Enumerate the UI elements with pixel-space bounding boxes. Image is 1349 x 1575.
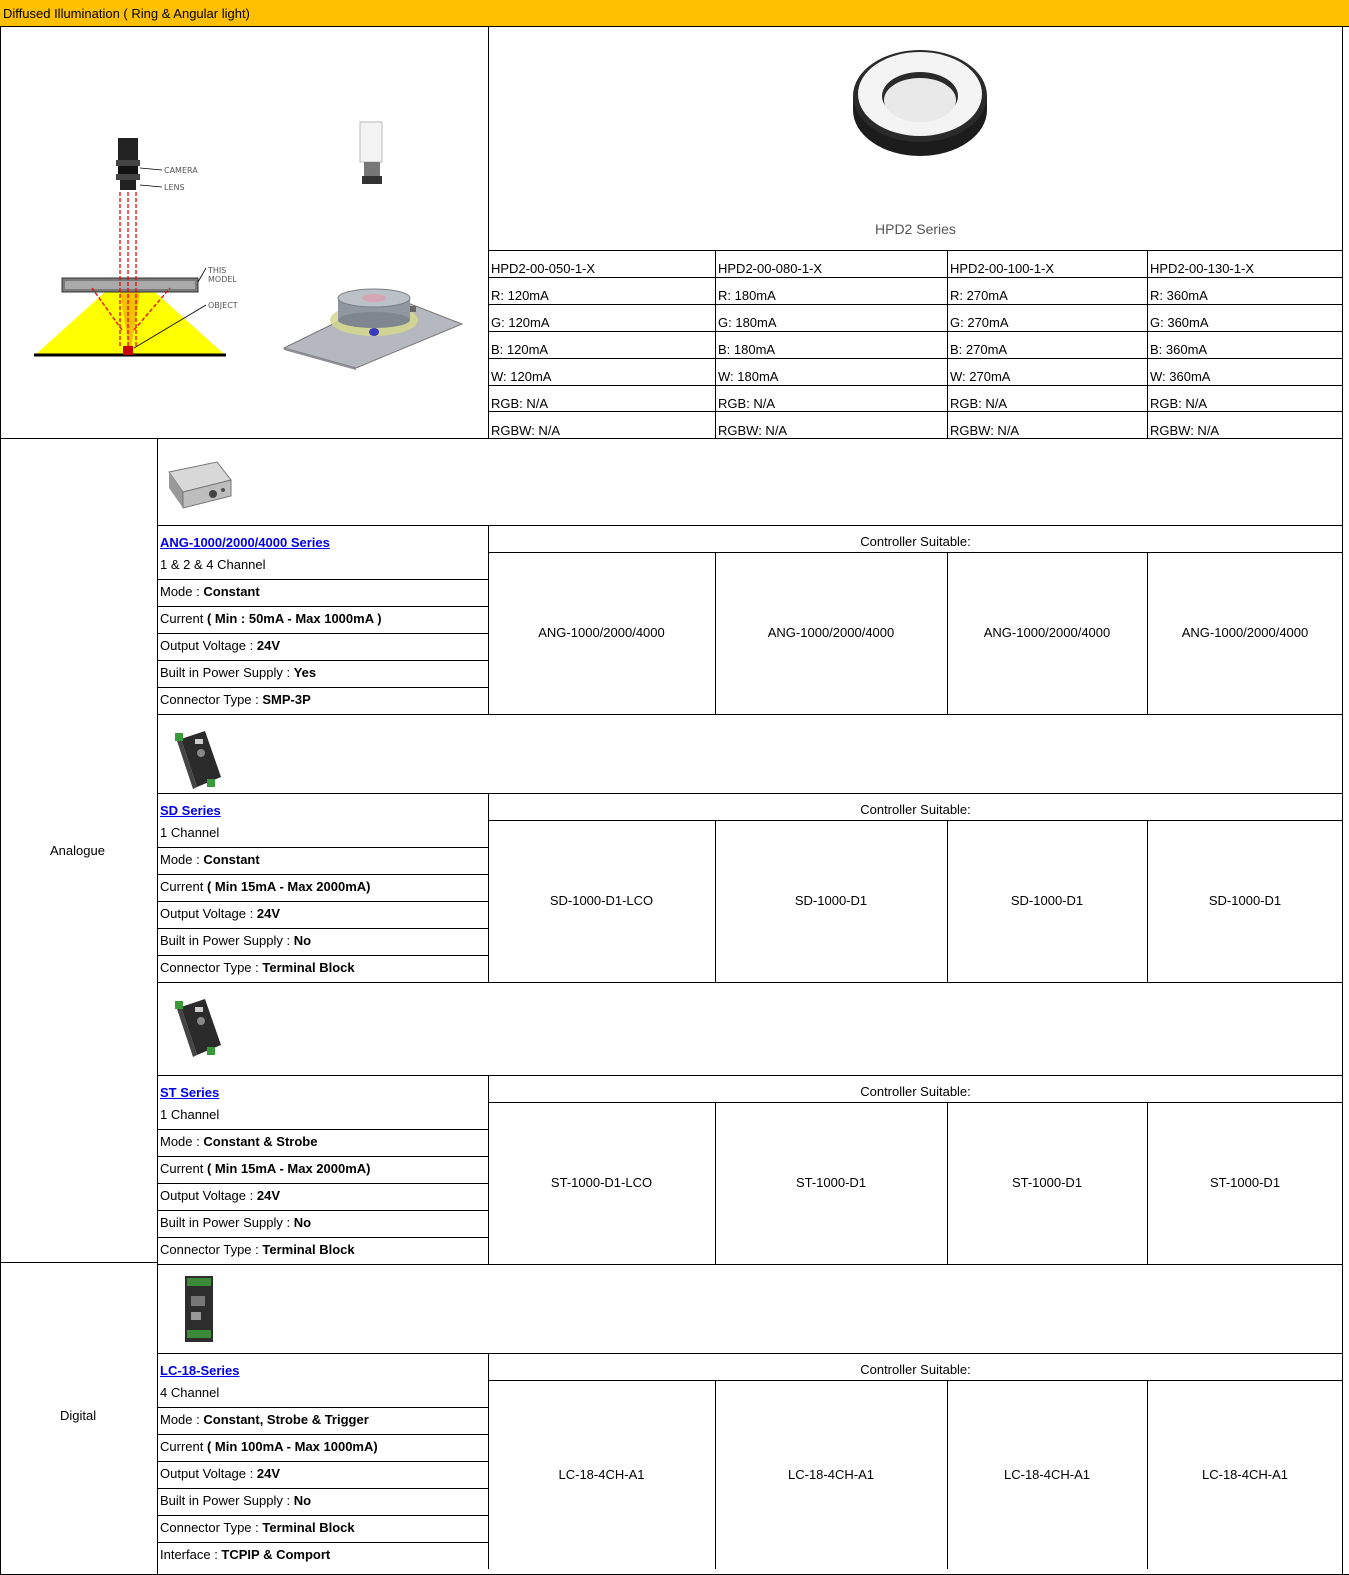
model-cell-w: W: 270mA [950, 369, 1011, 384]
model-cell-w: W: 360mA [1150, 369, 1211, 384]
grid-line [157, 1434, 489, 1435]
suitable-controller-cell: ST-1000-D1-LCO [550, 1175, 653, 1190]
spec-row [160, 1520, 355, 1536]
ring-light-image [850, 48, 990, 160]
model-cell-name: HPD2-00-080-1-X [718, 261, 823, 276]
illumination-diagram [30, 130, 270, 365]
spec-value: Constant [203, 852, 260, 867]
series-link[interactable]: ANG-1000/2000/4000 Series [160, 535, 330, 550]
camera-label: CAMERA [164, 166, 198, 175]
grid-line [0, 1262, 158, 1263]
spec-label: Output Voltage : [160, 638, 257, 653]
model-cell-rgbw: RGBW: N/A [491, 423, 561, 438]
suitable-controller-cell: ST-1000-D1 [1011, 1175, 1083, 1190]
spec-value: SMP-3P [262, 692, 311, 707]
grid-line [488, 277, 1343, 278]
model-cell-rgbw: RGBW: N/A [718, 423, 788, 438]
spec-row [160, 1242, 355, 1258]
controller-suitable-label: Controller Suitable: [860, 1362, 971, 1377]
grid-line [157, 1488, 489, 1489]
spec-value: 24V [256, 1466, 280, 1481]
this-model-label: MODEL [208, 275, 237, 284]
spec-row [160, 1412, 369, 1428]
spec-value: Terminal Block [262, 960, 355, 975]
suitable-controller-cell: SD-1000-D1 [1010, 893, 1084, 908]
spec-row [160, 1161, 370, 1177]
model-cell-b: B: 270mA [950, 342, 1008, 357]
spec-label: Mode : [160, 852, 204, 867]
grid-line [157, 1183, 489, 1184]
suitable-controller-cell: ANG-1000/2000/4000 [983, 625, 1111, 640]
spec-label: Built in Power Supply : [160, 1215, 294, 1230]
model-cell-r: R: 360mA [1150, 288, 1208, 303]
grid-line [157, 525, 1343, 526]
spec-value: ( Min 15mA - Max 2000mA) [206, 1161, 371, 1176]
spec-label: Output Voltage : [160, 1188, 257, 1203]
spec-value: Yes [293, 665, 317, 680]
spec-value: Constant [203, 584, 260, 599]
grid-line [157, 1075, 1343, 1076]
spec-value: ( Min 100mA - Max 1000mA) [206, 1439, 378, 1454]
grid-line [157, 1237, 489, 1238]
spec-value: Terminal Block [262, 1520, 355, 1535]
spec-label: Interface : [160, 1547, 222, 1562]
suitable-controller-cell: SD-1000-D1 [1208, 893, 1282, 908]
spec-row [160, 1466, 280, 1482]
spec-row [160, 933, 311, 949]
spec-label: Built in Power Supply : [160, 933, 294, 948]
spec-row [160, 1385, 219, 1401]
section-header [0, 0, 1349, 27]
spec-value: No [293, 1215, 312, 1230]
model-cell-r: R: 120mA [491, 288, 549, 303]
grid-line [157, 982, 1343, 983]
grid-line [488, 820, 1343, 821]
model-cell-rgb: RGB: N/A [491, 396, 549, 411]
grid-line [157, 606, 489, 607]
grid-line [488, 304, 1343, 305]
grid-line [157, 1156, 489, 1157]
series-link[interactable]: ST Series [160, 1085, 220, 1100]
spec-row [160, 665, 316, 681]
grid-line [157, 955, 489, 956]
model-cell-name: HPD2-00-100-1-X [950, 261, 1055, 276]
suitable-controller-cell: LC-18-4CH-A1 [1004, 1466, 1090, 1482]
grid-line [1147, 250, 1148, 439]
controller-din-icon [165, 725, 235, 795]
grid-line [488, 1380, 1343, 1381]
spec-label: Current [160, 1439, 207, 1454]
spec-row [160, 584, 260, 600]
grid-line [157, 1515, 489, 1516]
spec-row [160, 1188, 280, 1204]
spec-label: Mode : [160, 1412, 204, 1427]
grid-line [488, 793, 489, 982]
spec-row [160, 692, 311, 708]
grid-line [157, 847, 489, 848]
model-cell-rgb: RGB: N/A [1150, 396, 1208, 411]
spec-row [160, 638, 280, 654]
grid-line [157, 1407, 489, 1408]
model-cell-name: HPD2-00-050-1-X [491, 261, 596, 276]
controller-box-icon [165, 450, 235, 520]
suitable-controller-cell: LC-18-4CH-A1 [1202, 1466, 1288, 1482]
spec-row [160, 1134, 317, 1150]
suitable-controller-cell: SD-1000-D1-LCO [549, 893, 654, 908]
grid-line [488, 27, 489, 439]
section-title: Diffused Illumination ( Ring & Angular light) [3, 6, 250, 21]
suitable-controller-cell: ANG-1000/2000/4000 [1181, 625, 1309, 640]
grid-line [488, 385, 1343, 386]
spec-row [160, 825, 219, 841]
suitable-controller-cell: LC-18-4CH-A1 [558, 1466, 645, 1482]
model-cell-w: W: 180mA [718, 369, 779, 384]
grid-line [157, 901, 489, 902]
spec-row [160, 852, 260, 868]
spec-value: No [293, 1493, 312, 1508]
spec-label: 4 Channel [160, 1385, 220, 1400]
model-cell-b: B: 120mA [491, 342, 549, 357]
spec-value: No [293, 933, 312, 948]
spec-row [160, 1107, 219, 1123]
spec-value: 24V [256, 906, 280, 921]
spec-row [160, 1547, 330, 1563]
spec-label: Current [160, 1161, 207, 1176]
grid-line [157, 928, 489, 929]
model-cell-name: HPD2-00-130-1-X [1150, 261, 1255, 276]
spec-label: Mode : [160, 584, 204, 599]
model-cell-rgbw: RGBW: N/A [1150, 423, 1220, 438]
spec-value: 24V [256, 638, 280, 653]
controller-din-icon [165, 993, 235, 1063]
suitable-controller-cell: LC-18-4CH-A1 [788, 1466, 874, 1482]
spec-label: Current [160, 879, 207, 894]
spec-label: 1 Channel [160, 1107, 220, 1122]
grid-line [157, 1210, 489, 1211]
spec-row [160, 1493, 311, 1509]
spec-value: 24V [256, 1188, 280, 1203]
grid-line [157, 687, 489, 688]
grid-line [488, 1102, 1343, 1103]
model-cell-g: G: 180mA [718, 315, 777, 330]
grid-line [157, 579, 489, 580]
model-cell-b: B: 180mA [718, 342, 776, 357]
grid-line [157, 1461, 489, 1462]
grid-line [488, 525, 489, 714]
model-cell-g: G: 270mA [950, 315, 1009, 330]
grid-line [157, 714, 1343, 715]
grid-line [947, 250, 948, 439]
suitable-controller-cell: ST-1000-D1 [1209, 1175, 1281, 1190]
spec-label: 1 & 2 & 4 Channel [160, 557, 266, 572]
spec-label: Mode : [160, 1134, 204, 1149]
spec-row [160, 557, 266, 573]
spec-label: Built in Power Supply : [160, 1493, 294, 1508]
group-label-analogue: Analogue [50, 843, 105, 858]
spec-row [160, 906, 280, 922]
spec-value: Constant & Strobe [203, 1134, 318, 1149]
spec-label: Connector Type : [160, 1242, 263, 1257]
spec-row [160, 1439, 378, 1455]
spec-label: 1 Channel [160, 825, 220, 840]
spec-value: Terminal Block [262, 1242, 355, 1257]
model-cell-rgb: RGB: N/A [950, 396, 1008, 411]
grid-line [488, 1353, 489, 1569]
controller-lc-icon [165, 1274, 235, 1344]
grid-line [157, 1542, 489, 1543]
spec-label: Connector Type : [160, 960, 263, 975]
grid-line [488, 331, 1343, 332]
setup-render-image [280, 120, 470, 375]
grid-line [488, 250, 1343, 251]
grid-line [715, 250, 716, 439]
model-cell-g: G: 360mA [1150, 315, 1209, 330]
grid-line [157, 1264, 1343, 1265]
model-cell-g: G: 120mA [491, 315, 550, 330]
grid-line [1342, 27, 1343, 1575]
suitable-controller-cell: ANG-1000/2000/4000 [767, 625, 895, 640]
series-link[interactable]: LC-18-Series [160, 1363, 240, 1378]
controller-suitable-label: Controller Suitable: [860, 534, 971, 549]
spec-label: Output Voltage : [160, 906, 257, 921]
spec-label: Output Voltage : [160, 1466, 257, 1481]
spec-label: Connector Type : [160, 692, 263, 707]
spec-row [160, 1215, 311, 1231]
spec-value: Constant, Strobe & Trigger [203, 1412, 369, 1427]
model-cell-r: R: 180mA [718, 288, 776, 303]
grid-line [157, 633, 489, 634]
grid-line [0, 27, 1, 1575]
object-label: OBJECT [208, 301, 238, 310]
spec-row [160, 611, 382, 627]
spec-row [160, 960, 355, 976]
grid-line [488, 552, 1343, 553]
spec-label: Current [160, 611, 207, 626]
controller-suitable-label: Controller Suitable: [860, 1084, 971, 1099]
grid-line [157, 793, 1343, 794]
grid-line [157, 660, 489, 661]
grid-line [488, 1075, 489, 1264]
suitable-controller-cell: ANG-1000/2000/4000 [538, 625, 665, 640]
grid-line [488, 411, 1343, 412]
model-cell-r: R: 270mA [950, 288, 1008, 303]
lens-label: LENS [164, 183, 185, 192]
grid-line [157, 1353, 1343, 1354]
model-cell-b: B: 360mA [1150, 342, 1208, 357]
spec-value: ( Min 15mA - Max 2000mA) [206, 879, 371, 894]
grid-line [488, 358, 1343, 359]
spec-label: Built in Power Supply : [160, 665, 294, 680]
grid-line [157, 438, 158, 1575]
group-label-digital: Digital [60, 1408, 97, 1423]
series-link[interactable]: SD Series [160, 803, 221, 818]
controller-suitable-label: Controller Suitable: [860, 802, 971, 817]
grid-line [0, 438, 1343, 439]
suitable-controller-cell: SD-1000-D1 [794, 893, 868, 908]
spec-value: TCPIP & Comport [221, 1547, 331, 1562]
grid-line [157, 874, 489, 875]
model-cell-rgbw: RGBW: N/A [950, 423, 1020, 438]
suitable-controller-cell: ST-1000-D1 [795, 1175, 867, 1190]
spec-value: ( Min : 50mA - Max 1000mA ) [206, 611, 382, 626]
spec-label: Connector Type : [160, 1520, 263, 1535]
model-cell-w: W: 120mA [491, 369, 552, 384]
product-series-name: HPD2 Series [875, 221, 956, 237]
model-cell-rgb: RGB: N/A [718, 396, 776, 411]
this-model-label: THIS [208, 266, 227, 275]
spec-row [160, 879, 370, 895]
grid-line [157, 1129, 489, 1130]
